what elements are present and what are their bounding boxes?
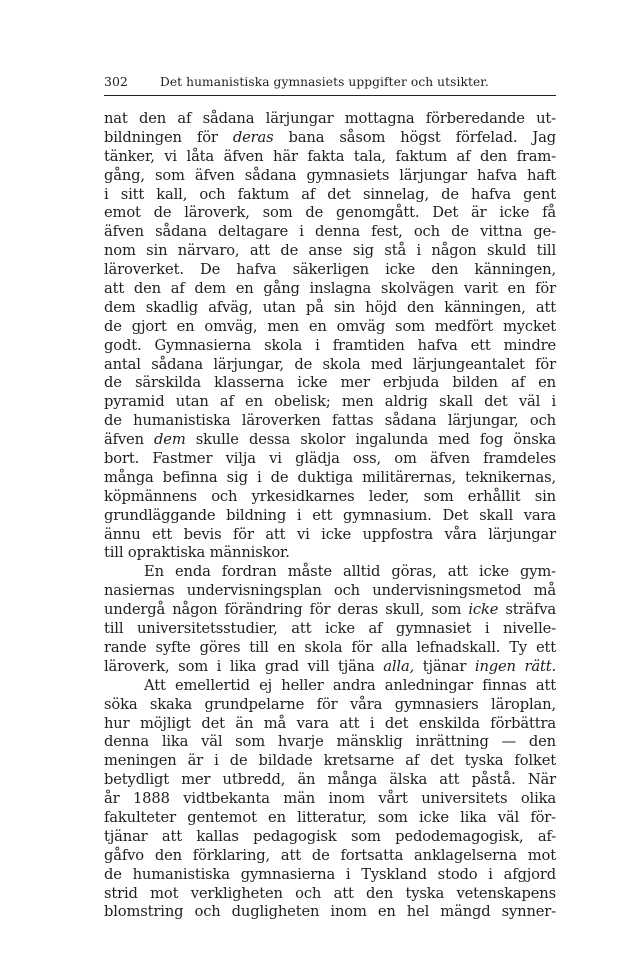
running-header [104,72,556,92]
text-line: äfven sådana deltagare i denna fest, och de vittna ge- [104,223,556,241]
text-line: emot de läroverk, som de genomgått. Det är icke få [104,204,556,222]
emphasis: dem [154,431,186,449]
emphasis: ingen rätt. [474,657,556,675]
emphasis: icke [468,601,499,619]
text-line: att den af dem en gång inslagna skolvägen varit en för [104,280,556,298]
text-line: läroverket. De hafva säkerligen icke den känningen, [104,261,556,279]
text-line: nat den af sådana lärjungar mottagna förberedande ut- [104,110,556,127]
text-line: i sitt kall, och faktum af det sinnelag, de hafva gent [104,185,556,203]
text-line: pyramid utan af en obelisk; men aldrig skall det väl i [104,393,556,411]
text-line: denna lika väl som hvarje mänsklig inrättning — den [104,733,556,751]
text-line: läroverk, som i lika grad vill tjäna alla, tjänar ingen rätt. [104,657,556,675]
text-line: de särskilda klasserna icke mer erbjuda bilden af en [104,374,556,392]
text-line: fakulteter gentemot en litteratur, som icke lika väl för- [104,808,556,826]
running-title: Det humanistiska gymnasiets uppgifter och utsikter. [160,75,489,89]
text-line: Att emellertid ej heller andra anledningar finnas att [144,676,556,694]
text-line: gåfvo den förklaring, att de fortsatta anklagelserna mot [104,846,556,864]
text-line: meningen är i de bildade kretsarne af det tyska folket [104,752,556,770]
text-line: de humanistiska läroverken fattas sådana lärjungar, och [104,412,556,430]
text-line: tänker, vi låta äfven här fakta tala, faktum af den fram- [104,147,556,165]
emphasis: alla, [383,657,415,675]
text-line: nasiernas undervisningsplan och undervisningsmetod må [104,582,556,600]
text-line: grundläggande bildning i ett gymnasium. Det skall vara [104,506,556,524]
text-line: En enda fordran måste alltid göras, att icke gym- [144,563,556,581]
text-line: tjänar att kallas pedagogisk som pedodemagogisk, af- [104,827,556,845]
text-line: till opraktiska människor. [104,544,290,562]
text-line: äfven dem skulle dessa skolor ingalunda med fog önska [104,431,556,449]
text-line: gång, som äfven sådana gymnasiets lärjungar hafva haft [104,166,556,184]
text-line: nom sin närvaro, att de anse sig stå i någon skuld till [104,242,556,260]
text-line: dem skadlig afväg, utan på sin höjd den känningen, att [104,298,556,316]
text-line: många befinna sig i de duktiga militärernas, teknikernas, [104,468,556,486]
text-line: de humanistiska gymnasierna i Tyskland stodo i afgjord [104,865,556,883]
text-line: köpmännens och yrkesidkarnes leder, som erhållit sin [104,487,556,505]
page-number: 302 [104,74,128,89]
text-line: söka skaka grundpelarne för våra gymnasiers läroplan, [104,695,556,713]
text-line: antal sådana lärjungar, de skola med lärjungeantalet för [104,355,556,373]
text-line: betydligt mer utbredd, än många älska att påstå. När [104,771,556,789]
text-line: undergå någon förändring för deras skull, som icke sträfva [104,601,556,619]
header-rule [104,95,556,96]
text-line: ännu ett bevis för att vi icke uppfostra våra lärjungar [104,525,556,543]
text-line: de gjort en omväg, men en omväg som medfört mycket [104,317,556,335]
emphasis: deras [232,128,274,146]
text-line: rande syfte göres till en skola för alla lefnadskall. Ty ett [104,638,556,656]
text-line: hur möjligt det än må vara att i det enskilda förbättra [104,714,556,732]
text-line: bildningen för deras bana såsom högst förfelad. Jag [104,128,556,146]
text-line: godt. Gymnasierna skola i framtiden hafva ett mindre [104,336,556,354]
text-line: blomstring och dugligheten inom en hel mängd synner- [104,903,556,921]
text-line: till universitetsstudier, att icke af gymnasiet i nivelle- [104,620,556,638]
text-line: år 1888 vidtbekanta män inom vårt universitets olika [104,790,556,808]
text-line: strid mot verkligheten och att den tyska vetenskapens [104,884,556,902]
body-text [104,110,556,922]
text-line: bort. Fastmer vilja vi glädja oss, om äfven framdeles [104,450,556,468]
